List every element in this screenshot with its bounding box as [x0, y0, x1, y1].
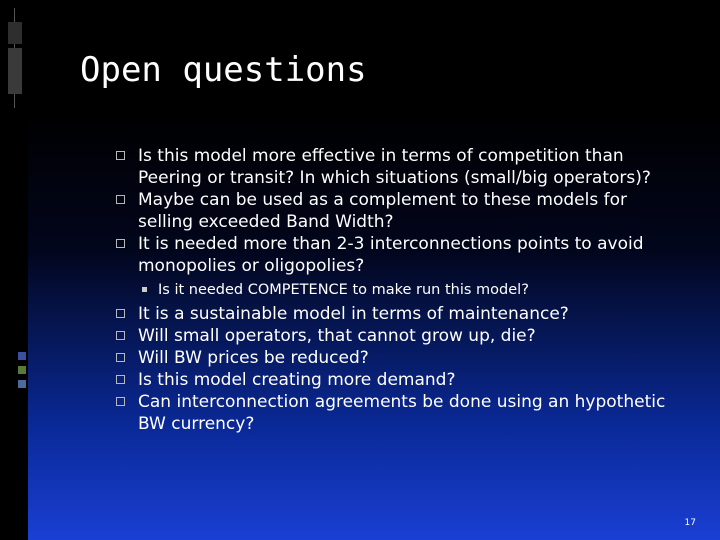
bullet-text: Is this model more effective in terms of competition than Peering or transit? In which situations (small/big operators)?	[138, 146, 651, 188]
sub-bullet-item	[116, 280, 676, 300]
square-bullet-icon	[116, 331, 125, 340]
bullet-text: Maybe can be used as a complement to these models for selling exceeded Band Width?	[138, 190, 627, 232]
bullet-text: Can interconnection agreements be done using an hypothetic BW currency?	[138, 392, 666, 434]
bullet-item	[116, 347, 676, 369]
left-decoration-strip	[0, 0, 28, 540]
bullet-text: It is a sustainable model in terms of maintenance?	[138, 304, 569, 324]
bullet-item	[116, 233, 676, 277]
decoration-square	[18, 366, 26, 374]
decoration-square	[18, 380, 26, 388]
square-bullet-icon	[116, 309, 125, 318]
slide-title: Open questions	[80, 50, 367, 90]
bullet-item	[116, 189, 676, 233]
bullet-text: Is this model creating more demand?	[138, 370, 456, 390]
decoration-square	[18, 352, 26, 360]
bullet-item	[116, 391, 676, 435]
square-bullet-icon	[116, 397, 125, 406]
decoration-block	[8, 22, 22, 44]
bullet-list	[116, 145, 676, 435]
bullet-item	[116, 369, 676, 391]
square-bullet-icon	[116, 195, 125, 204]
sub-bullet-text: Is it needed COMPETENCE to make run this model?	[158, 282, 529, 298]
square-bullet-icon	[116, 151, 125, 160]
square-bullet-icon	[116, 375, 125, 384]
bullet-text: Will small operators, that cannot grow up, die?	[138, 326, 536, 346]
square-bullet-icon	[116, 239, 125, 248]
bullet-text: It is needed more than 2-3 interconnections points to avoid monopolies or oligopolies?	[138, 234, 644, 276]
bullet-item	[116, 303, 676, 325]
filled-square-bullet-icon	[142, 287, 147, 292]
decoration-block	[8, 48, 22, 94]
bullet-text: Will BW prices be reduced?	[138, 348, 369, 368]
bullet-item	[116, 325, 676, 347]
slide-number: 17	[684, 518, 696, 528]
bullet-item	[116, 145, 676, 189]
square-bullet-icon	[116, 353, 125, 362]
